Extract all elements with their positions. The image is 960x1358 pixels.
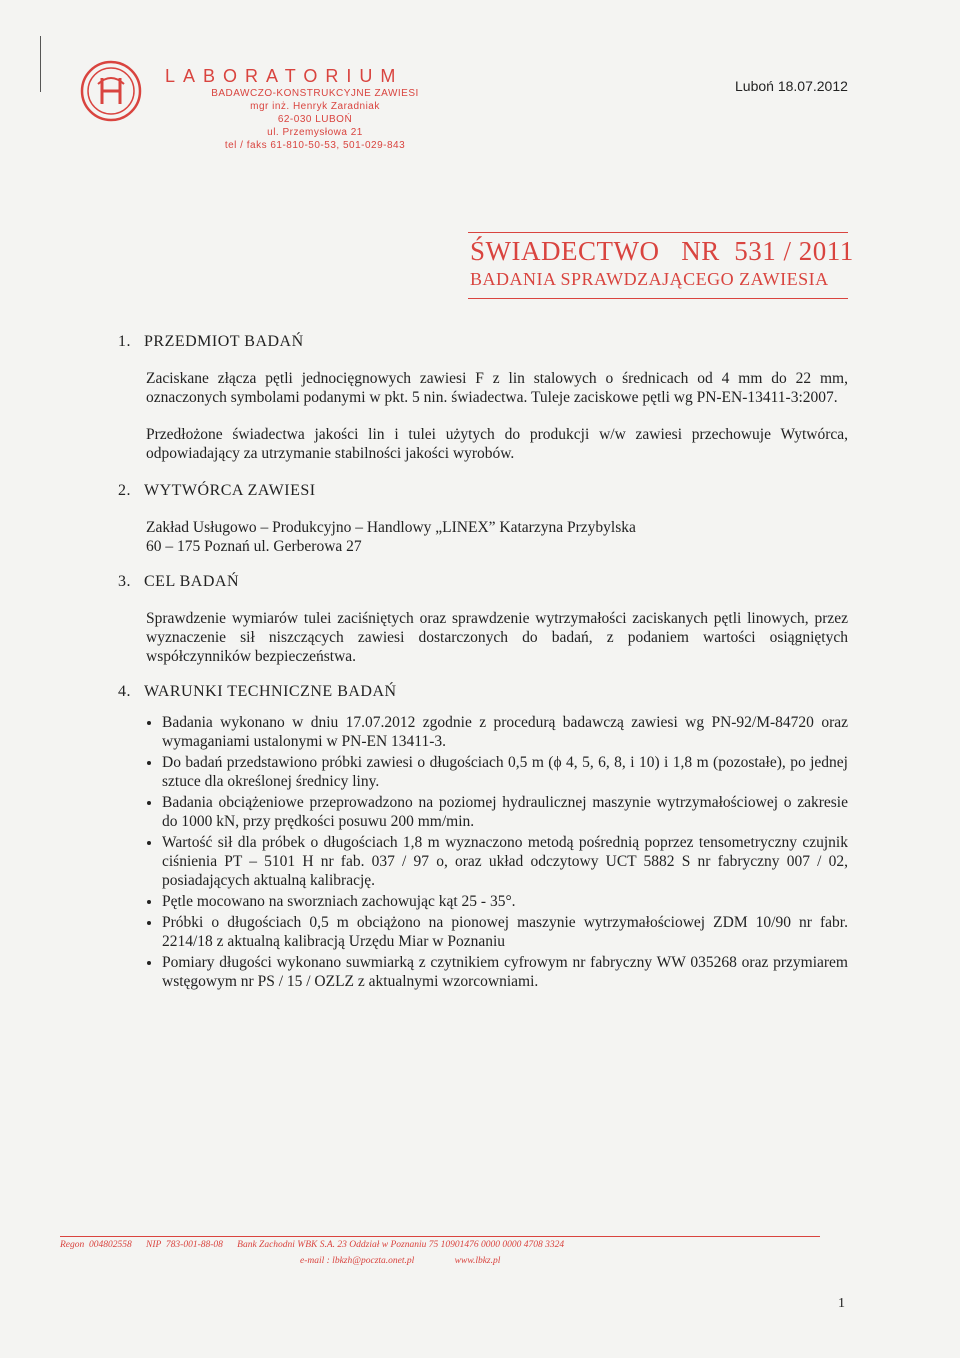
list-item: • Badania obciążeniowe przeprowadzono na poziomej hydraulicznej maszynie wytrzymałościowej o zakresie do 1000 kN, przy prędkości posuwu 200 mm/min. xyxy=(162,793,848,831)
lab-title: LABORATORIUM xyxy=(165,66,404,86)
document-date: Luboń 18.07.2012 xyxy=(735,78,848,94)
footer-contact: e-mail : lbkzh@poczta.onet.pl www.lbkz.pl xyxy=(300,1256,501,1266)
margin-mark xyxy=(40,36,41,92)
lab-manager: mgr inż. Henryk Zaradniak xyxy=(250,101,380,112)
section-heading: 1. PRZEDMIOT BADAŃ xyxy=(118,333,304,350)
manufacturer-name: Zakład Usługowo – Produkcyjno – Handlowy „LINEX” Katarzyna Przybylska xyxy=(146,519,636,536)
list-item: • Pętle mocowano na sworzniach zachowując kąt 25 - 35°. xyxy=(162,892,848,911)
lab-contact: tel / faks 61-810-50-53, 501-029-843 xyxy=(224,140,406,151)
laboratory-logo-icon xyxy=(80,60,142,122)
page-number: 1 xyxy=(838,1296,845,1311)
lab-postcode: 62-030 LUBOŃ xyxy=(277,114,353,125)
conditions-list xyxy=(118,713,848,991)
list-item: • Próbki o długościach 0,5 m obciążono na pionowej maszynie wytrzymałościowej ZDM 10/90 nr fabr. 2214/18 z aktualną kalibracją Urzędu Miar w Poznaniu xyxy=(162,913,848,951)
section-paragraph: Zaciskane złącza pętli jednocięgnowych zawiesi F z lin stalowych o średnicach od 4 mm do 22 mm, oznaczonych symbolami podanymi w pkt. 5 nin. świadectwa. Tuleje zaciskowe pętli wg PN-EN-13411-3:2007. xyxy=(146,370,848,406)
footer-rule xyxy=(60,1236,820,1237)
certificate-body xyxy=(118,332,848,993)
lab-name: BADAWCZO-KONSTRUKCYJNE ZAWIESI xyxy=(211,88,419,99)
list-item: • Badania wykonano w dniu 17.07.2012 zgodnie z procedurą badawczą zawiesi wg PN-92/M-84720 oraz wymaganiami ustalonymi w PN-EN 13411-3. xyxy=(162,713,848,751)
section-heading: 4. WARUNKI TECHNICZNE BADAŃ xyxy=(118,683,397,700)
footer-registration: Regon 004802558 NIP 783-001-88-08 Bank Zachodni WBK S.A. 23 Oddział w Poznaniu 75 10901476 0000 0000 4708 3324 xyxy=(60,1240,565,1250)
title-rule-top xyxy=(468,232,848,233)
certificate-subtitle: BADANIA SPRAWDZAJĄCEGO ZAWIESIA xyxy=(470,269,829,289)
title-rule-bottom xyxy=(468,298,848,299)
list-item: • Do badań przedstawiono próbki zawiesi o długościach 0,5 m (ϕ 4, 5, 6, 8, i 10) i 1,8 m (pozostałe), po jednej sztuce dla określonej średnicy liny. xyxy=(162,753,848,791)
lab-street: ul. Przemysłowa 21 xyxy=(267,127,363,138)
section-paragraph: Przedłożone świadectwa jakości lin i tulei użytych do produkcji w/w zawiesi przechowuje Wytwórca, odpowiadający za utrzymanie stabilności jakości wyrobów. xyxy=(146,426,848,462)
section-heading: 2. WYTWÓRCA ZAWIESI xyxy=(118,482,316,499)
list-item: • Wartość sił dla próbek o długościach 1,8 m wyznaczono metodą pośrednią poprzez tensometryczny czujnik ciśnienia PT – 5101 H nr fab. 037 / 97 o, oraz układ odczytowy UCT 5882 S nr fabryczny 007 / 02, posiadających aktualną kalibrację. xyxy=(162,833,848,890)
section-heading: 3. CEL BADAŃ xyxy=(118,573,240,590)
list-item: • Pomiary długości wykonano suwmiarką z czytnikiem cyfrowym nr fabryczny WW 035268 oraz przymiarem wstęgowym nr PS / 15 / OZLZ z aktualnymi wzorcowniami. xyxy=(162,953,848,991)
certificate-title: ŚWIADECTWO NR 531 / 2011 xyxy=(470,236,854,266)
laboratory-header xyxy=(165,66,445,152)
section-paragraph: Sprawdzenie wymiarów tulei zaciśniętych oraz sprawdzenie wytrzymałości zaciskanych pętli linowych, przez wyznaczenie sił niszczących zawiesi dostarczonych do badań, z podaniem wartości osiągniętych współczynników bezpieczeństwa. xyxy=(146,610,848,665)
manufacturer-address: 60 – 175 Poznań ul. Gerberowa 27 xyxy=(146,538,362,555)
